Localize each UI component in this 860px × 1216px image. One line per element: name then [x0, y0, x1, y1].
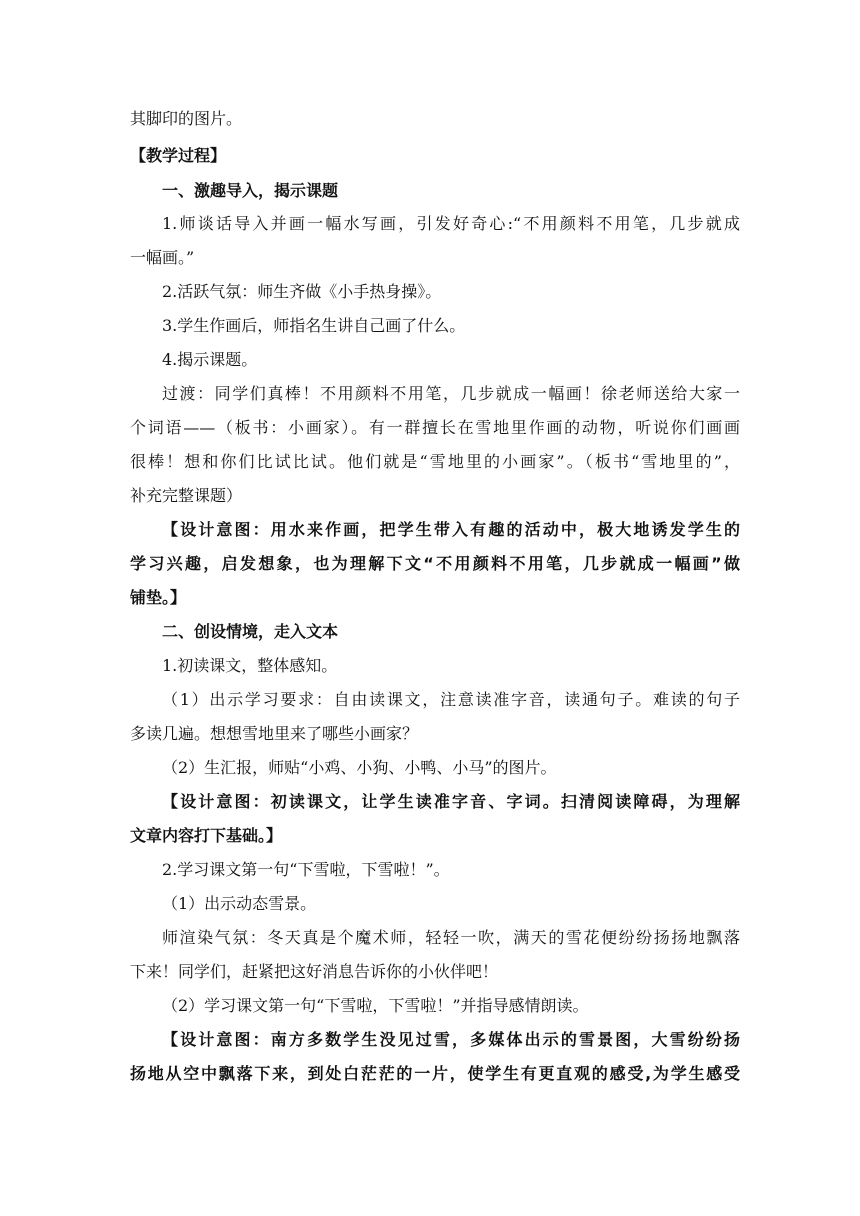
heading-line: 【设计意图：南方多数学生没见过雪，多媒体出示的雪景图，大雪纷纷扬: [162, 1030, 740, 1049]
heading-line: 一、激趣导入，揭示课题: [162, 181, 339, 200]
text-line: 2.活跃气氛：师生齐做《小手热身操》。: [162, 282, 442, 301]
text-line: （2）生汇报，师贴“小鸡、小狗、小鸭、小马”的图片。: [162, 758, 557, 777]
heading-line: 扬地从空中飘落下来，到处白茫茫的一片，使学生有更直观的感受,为学生感受: [130, 1064, 740, 1083]
heading-line: 铺垫。】: [130, 588, 187, 607]
heading-line: 【设计意图：用水来作画，把学生带入有趣的活动中，极大地诱发学生的: [162, 520, 740, 539]
heading-line: 二、创设情境，走入文本: [162, 622, 339, 641]
text-line: 多读几遍。想想雪地里来了哪些小画家？: [130, 724, 419, 743]
text-line: 1.师谈话导入并画一幅水写画，引发好奇心:“不用颜料不用笔，几步就成: [162, 214, 740, 233]
text-line: 2.学习课文第一句“下雪啦，下雪啦！”。: [162, 860, 450, 879]
text-line: 下来！同学们，赶紧把这好消息告诉你的小伙伴吧！: [130, 962, 499, 981]
text-line: 一幅画。”: [130, 248, 195, 267]
text-line: 很棒！想和你们比试比试。他们就是“雪地里的小画家”。（板书“雪地里的”，: [130, 452, 740, 471]
text-line: （1）出示动态雪景。: [162, 894, 317, 913]
text-line: （2）学习课文第一句“下雪啦，下雪啦！”并指导感情朗读。: [162, 996, 589, 1015]
text-line: 个词语——（板书：小画家）。有一群擅长在雪地里作画的动物，听说你们画画: [130, 418, 740, 437]
text-line: 补充完整课题）: [130, 486, 243, 505]
text-line: 4.揭示课题。: [162, 350, 258, 369]
text-line: 其脚印的图片。: [130, 109, 243, 128]
heading-line: 文章内容打下基础。】: [130, 826, 283, 845]
heading-line: 学习兴趣，启发想象，也为理解下文“不用颜料不用笔，几步就成一幅画”做: [130, 554, 740, 573]
text-line: 过渡：同学们真棒！不用颜料不用笔，几步就成一幅画！徐老师送给大家一: [162, 384, 740, 403]
text-line: （1）出示学习要求：自由读课文，注意读准字音，读通句子。难读的句子: [162, 690, 740, 709]
text-line: 3.学生作画后，师指名生讲自己画了什么。: [162, 316, 466, 335]
heading-line: 【设计意图：初读课文，让学生读准字音、字词。扫清阅读障碍，为理解: [162, 792, 740, 811]
text-line: 1.初读课文，整体感知。: [162, 656, 338, 675]
heading-line: 【教学过程】: [130, 146, 227, 165]
text-line: 师渲染气氛：冬天真是个魔术师，轻轻一吹，满天的雪花便纷纷扬扬地飘落: [162, 928, 740, 947]
